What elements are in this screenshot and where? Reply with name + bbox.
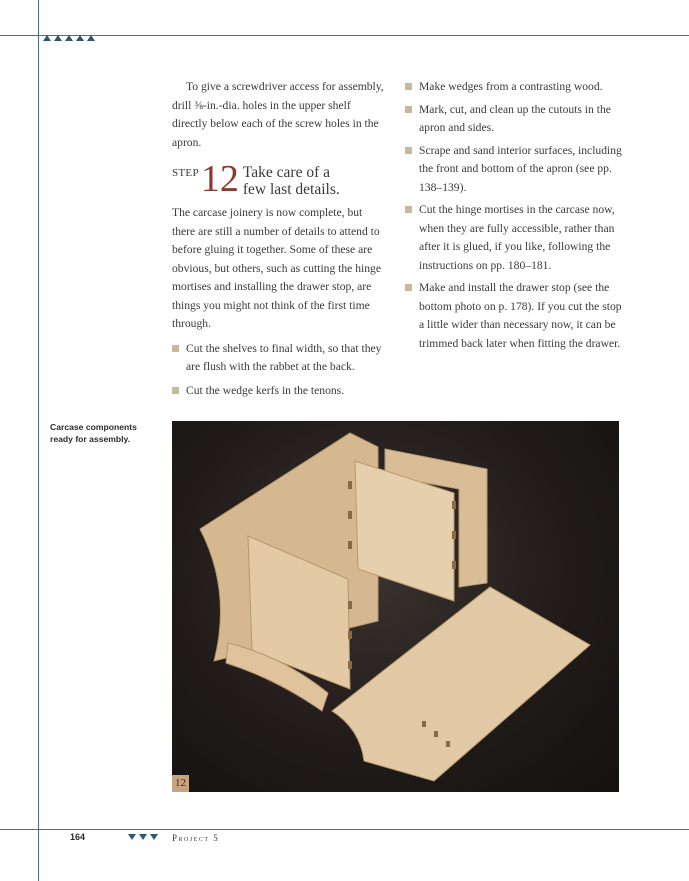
triangle-icon xyxy=(54,35,62,41)
carcase-components-photo xyxy=(172,421,619,792)
step-paragraph: The carcase joinery is now complete, but there are still a number of details to attend to before gluing it together. Some of these are obvious, but others, such as cutting the hinge mortises and installing the drawer stop, are things you might not think of the first time through. xyxy=(172,206,381,330)
bullet-square-icon xyxy=(172,387,179,394)
figure-caption: Carcase components ready for assembly. xyxy=(50,422,137,444)
step-title-line-1: Take care of a xyxy=(242,164,330,181)
left-margin-rule xyxy=(38,0,39,881)
list-item: Cut the shelves to final width, so that they are flush with the rabbet at the back. xyxy=(172,340,387,377)
bullet-square-icon xyxy=(405,106,412,113)
triangle-icon xyxy=(128,834,136,840)
step-title xyxy=(243,162,340,198)
bullet-square-icon xyxy=(172,345,179,352)
step-title-line-2: few last details. xyxy=(242,181,340,198)
bullet-square-icon xyxy=(405,83,412,90)
bottom-rule xyxy=(0,829,689,830)
step-heading xyxy=(172,158,387,200)
top-rule xyxy=(0,35,689,36)
triangle-icon xyxy=(139,834,147,840)
bullet-square-icon xyxy=(405,206,412,213)
bullet-square-icon xyxy=(405,284,412,291)
step-number: 12 xyxy=(200,158,239,200)
list-item: Cut the hinge mortises in the carcase now, when they are fully accessible, rather than after it is glued, if you like, following the instructions on pp. 180–181. xyxy=(405,201,625,275)
list-item: Cut the wedge kerfs in the tenons. xyxy=(172,382,387,401)
intro-paragraph: To give a screwdriver access for assembly, drill ⅜-in.-dia. holes in the upper shelf directly below each of the screw holes in the apron. xyxy=(172,80,384,149)
left-bullet-list xyxy=(172,340,387,401)
triangle-icon xyxy=(76,35,84,41)
list-item: Make wedges from a contrasting wood. xyxy=(405,78,625,97)
left-text-column xyxy=(172,78,387,405)
step-label: STEP xyxy=(172,167,199,179)
triangle-icon xyxy=(65,35,73,41)
page-number: 164 xyxy=(70,832,86,842)
wood-parts-illustration xyxy=(172,421,619,792)
running-title: Project 5 xyxy=(172,833,220,843)
right-text-column xyxy=(405,78,625,357)
figure-number-badge: 12 xyxy=(172,775,189,792)
list-item: Scrape and sand interior surfaces, including the front and bottom of the apron (see pp. 138–139). xyxy=(405,142,625,198)
triangle-icon xyxy=(43,35,51,41)
bullet-square-icon xyxy=(405,147,412,154)
list-item: Make and install the drawer stop (see the bottom photo on p. 178). If you cut the stop a little wider than necessary now, it can be trimmed back later when fitting the drawer. xyxy=(405,279,625,353)
triangle-icon xyxy=(150,834,158,840)
top-triangle-ornament xyxy=(43,35,95,41)
footer-triangle-ornament xyxy=(128,834,158,840)
triangle-icon xyxy=(87,35,95,41)
list-item: Mark, cut, and clean up the cutouts in the apron and sides. xyxy=(405,101,625,138)
right-bullet-list xyxy=(405,78,625,353)
